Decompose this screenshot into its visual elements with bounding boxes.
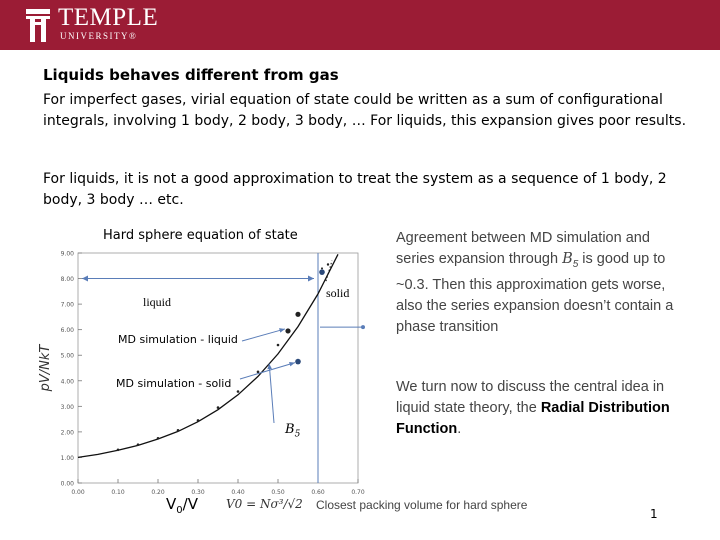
y-tick-label: 9.00 bbox=[60, 250, 74, 258]
y-tick-label: 8.00 bbox=[60, 276, 74, 284]
y-axis-label: pV/NkT bbox=[38, 344, 53, 392]
x-tick-label: 0.20 bbox=[151, 489, 165, 496]
liquid-arrow-head-left bbox=[82, 276, 88, 282]
temple-t-icon bbox=[26, 6, 56, 46]
chart-ticks bbox=[61, 251, 365, 497]
md-liquid-point bbox=[117, 448, 120, 451]
md-liquid-arrow bbox=[242, 329, 285, 341]
liquid-arrow-head-right bbox=[308, 276, 314, 282]
md-liquid-point bbox=[257, 371, 260, 374]
logo-wordmark: TEMPLE bbox=[58, 4, 159, 31]
rdf-text-pre: We turn now to discuss the central idea in liquid state theory, the bbox=[396, 379, 665, 416]
y-tick-label: 0.00 bbox=[60, 480, 74, 488]
x-tick-label: 0.00 bbox=[71, 489, 85, 496]
md-liquid-point bbox=[237, 390, 240, 393]
b5-main: B bbox=[285, 422, 295, 437]
b5-math-sub: 5 bbox=[572, 258, 579, 270]
annotation-liquid: liquid bbox=[143, 295, 172, 309]
x-axis-label-sub: 0 bbox=[176, 505, 183, 516]
md-solid-point bbox=[319, 269, 325, 275]
page-number: 1 bbox=[650, 507, 658, 521]
md-liquid-point bbox=[157, 437, 160, 440]
md-solid-arrow-head bbox=[289, 362, 295, 366]
md-solid-point bbox=[295, 359, 301, 365]
rdf-text-post: . bbox=[457, 421, 462, 437]
md-liquid-point bbox=[295, 312, 300, 317]
paragraph-approximation: For liquids, it is not a good approximation to treat the system as a sequence of 1 body, 2 body, 3 body … etc. bbox=[43, 171, 667, 208]
md-liquid-point bbox=[177, 429, 180, 432]
x-tick-label: 0.50 bbox=[271, 489, 285, 496]
b5-arrow bbox=[269, 364, 274, 423]
y-tick-label: 7.00 bbox=[60, 301, 74, 309]
annotation-solid: solid bbox=[326, 286, 350, 300]
y-tick-label: 1.00 bbox=[60, 454, 74, 462]
agreement-text-pre: Agreement between MD simulation and series expansion through bbox=[396, 230, 650, 267]
agreement-text-post: is good up to ~0.3. Then this approximation gets worse, also the series expansion doesn’t contain a phase transition bbox=[396, 251, 674, 335]
closest-packing-formula: V0 = Nσ³/√2 bbox=[226, 497, 303, 511]
logo-subtitle: UNIVERSITY® bbox=[60, 31, 138, 41]
md-liquid-point bbox=[197, 419, 200, 422]
md-liquid-point bbox=[285, 328, 290, 333]
rdf-text bbox=[396, 377, 696, 440]
b5-math-main: B bbox=[562, 251, 573, 267]
md-liquid-point bbox=[217, 406, 220, 409]
md-liquid-point bbox=[137, 443, 140, 446]
annotation-md-liquid: MD simulation - liquid bbox=[118, 333, 238, 346]
md-liquid-arrow-head bbox=[279, 328, 285, 332]
closest-packing-caption: Closest packing volume for hard sphere bbox=[316, 498, 528, 512]
agreement-text bbox=[396, 228, 676, 338]
x-tick-label: 0.30 bbox=[191, 489, 205, 496]
annotation-md-solid: MD simulation - solid bbox=[116, 377, 232, 390]
y-tick-label: 2.00 bbox=[60, 429, 74, 437]
x-tick-label: 0.70 bbox=[351, 489, 365, 496]
y-tick-label: 3.00 bbox=[60, 403, 74, 411]
header-bar bbox=[0, 0, 720, 50]
y-tick-label: 5.00 bbox=[60, 352, 74, 360]
chart-axes bbox=[78, 253, 358, 483]
x-axis-label-main: V bbox=[166, 495, 177, 513]
b5-sub: 5 bbox=[294, 429, 301, 440]
chart-title: Hard sphere equation of state bbox=[103, 228, 298, 243]
series-line-b5-extension bbox=[326, 261, 332, 281]
chart-marks bbox=[78, 253, 365, 483]
y-tick-label: 4.00 bbox=[60, 378, 74, 386]
annotation-b5 bbox=[285, 422, 300, 440]
rdf-text-bold: Radial Distribution Function bbox=[396, 400, 670, 437]
solid-arrow-end bbox=[361, 325, 365, 329]
x-tick-label: 0.60 bbox=[311, 489, 325, 496]
slide-title: Liquids behaves different from gas bbox=[43, 66, 339, 84]
paragraph-virial: For imperfect gases, virial equation of state could be written as a sum of configurational integrals, involving 1 body, 2 body, 3 body, … For liquids, this expansion gives poor results. bbox=[43, 92, 687, 129]
top-dot bbox=[321, 267, 323, 269]
x-axis-label bbox=[166, 495, 198, 516]
x-tick-label: 0.10 bbox=[111, 489, 125, 496]
x-tick-label: 0.40 bbox=[231, 489, 245, 496]
top-dot bbox=[327, 263, 329, 265]
y-tick-label: 6.00 bbox=[60, 327, 74, 335]
x-axis-label-tail: /V bbox=[182, 495, 198, 513]
plot-frame bbox=[78, 253, 358, 483]
md-liquid-point bbox=[277, 344, 280, 347]
